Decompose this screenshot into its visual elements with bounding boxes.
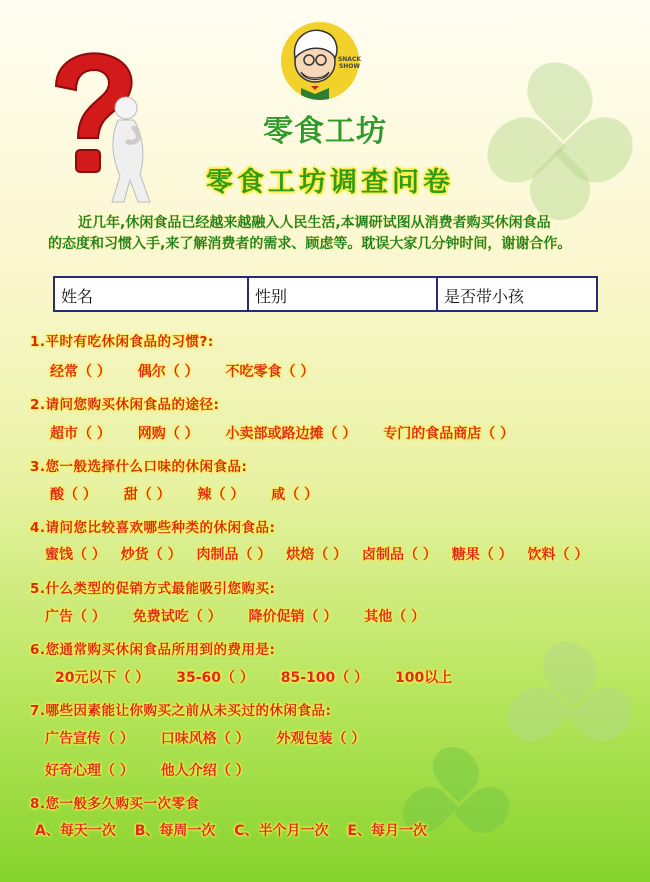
option[interactable]: 甜（ ） <box>123 487 171 503</box>
option[interactable]: 口味风格（ ） <box>160 731 250 747</box>
option[interactable]: C、半个月一次 <box>234 823 329 839</box>
clover-decoration <box>500 640 640 780</box>
respondent-info-table <box>53 276 598 312</box>
question-7: 7.哪些因素能让你购买之前从未买过的休闲食品: <box>30 703 332 719</box>
option[interactable]: 好奇心理（ ） <box>45 763 134 779</box>
question-4: 4.请问您比较喜欢哪些种类的休闲食品: <box>30 520 276 536</box>
option[interactable]: 小卖部或路边摊（ ） <box>225 426 357 442</box>
question-3: 3.您一般选择什么口味的休闲食品: <box>30 459 248 475</box>
option[interactable]: B、每周一次 <box>134 823 216 839</box>
question-2: 2.请问您购买休闲食品的途径: <box>30 397 220 413</box>
option[interactable]: 饮料（ ） <box>527 547 589 563</box>
option[interactable]: 降价促销（ ） <box>248 609 338 625</box>
question-1: 1.平时有吃休闲食品的习惯?: <box>30 334 214 350</box>
option[interactable]: E、每月一次 <box>347 823 427 839</box>
question-2-options <box>50 423 536 443</box>
name-field[interactable]: 姓名 <box>55 278 249 310</box>
option[interactable]: A、每天一次 <box>35 823 116 839</box>
option[interactable]: 网购（ ） <box>137 426 199 442</box>
question-8-options <box>35 820 427 840</box>
option[interactable]: 偶尔（ ） <box>137 364 199 380</box>
question-7-options-row2 <box>45 760 272 780</box>
gender-field[interactable]: 性别 <box>249 278 438 310</box>
question-8: 8.您一般多久购买一次零食 <box>30 796 200 812</box>
option[interactable]: 外观包装（ ） <box>276 731 366 747</box>
intro-line-2: 的态度和习惯入手,来了解消费者的需求、顾虑等。耽误大家几分钟时间，谢谢合作。 <box>48 236 572 252</box>
option[interactable]: 酸（ ） <box>50 487 97 503</box>
question-6-options <box>55 667 474 687</box>
option[interactable]: 卤制品（ ） <box>362 547 437 563</box>
option[interactable]: 广告宣传（ ） <box>45 731 134 747</box>
option[interactable]: 辣（ ） <box>197 487 245 503</box>
child-field[interactable]: 是否带小孩 <box>444 287 525 306</box>
clover-decoration <box>395 745 515 865</box>
option[interactable]: 他人介绍（ ） <box>160 763 250 779</box>
option[interactable]: 肉制品（ ） <box>196 547 272 563</box>
option[interactable]: 其他（ ） <box>364 609 426 625</box>
question-1-options <box>50 361 336 381</box>
question-5-options <box>45 606 447 626</box>
option[interactable]: 经常（ ） <box>50 364 111 380</box>
intro-text <box>48 213 618 255</box>
question-mark-figure <box>38 46 168 206</box>
option[interactable]: 超市（ ） <box>50 426 111 442</box>
option[interactable]: 糖果（ ） <box>451 547 513 563</box>
question-3-options <box>50 484 340 504</box>
option[interactable]: 烘焙（ ） <box>286 547 348 563</box>
option[interactable]: 咸（ ） <box>271 487 319 503</box>
option[interactable]: 免费试吃（ ） <box>132 609 222 625</box>
intro-line-1: 近几年,休闲食品已经越来越融入人民生活,本调研试图从消费者购买休闲食品 <box>78 215 551 231</box>
page-title: 零食工坊调查问卷 <box>206 167 454 198</box>
option[interactable]: 广告（ ） <box>45 609 106 625</box>
option[interactable]: 100以上 <box>395 670 453 686</box>
question-4-options <box>45 544 588 564</box>
option[interactable]: 85-100（ ） <box>280 670 369 686</box>
question-7-options <box>45 728 387 748</box>
option[interactable]: 不吃零食（ ） <box>225 364 315 380</box>
question-6: 6.您通常购买休闲食品所用到的费用是: <box>30 642 276 658</box>
option[interactable]: 专门的食品商店（ ） <box>383 426 515 442</box>
option[interactable]: 炒货（ ） <box>120 547 182 563</box>
question-5: 5.什么类型的促销方式最能吸引您购买: <box>30 581 276 597</box>
option[interactable]: 蜜饯（ ） <box>45 547 106 563</box>
logo-tag: SNACK SHOW <box>337 56 361 70</box>
brand-logo <box>275 20 365 100</box>
brand-name: 零食工坊 <box>263 114 387 149</box>
option[interactable]: 35-60（ ） <box>176 670 254 686</box>
clover-decoration <box>470 60 640 230</box>
option[interactable]: 20元以下（ ） <box>55 670 150 686</box>
